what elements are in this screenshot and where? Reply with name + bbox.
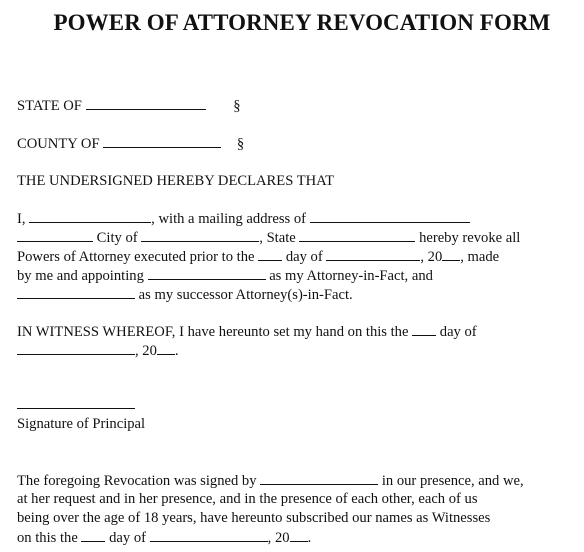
revocation-line-3: being over the age of 18 years, have hereunto subscribed our names as Witnesses — [17, 510, 491, 526]
county-blank[interactable] — [103, 134, 221, 148]
text: Powers of Attorney executed prior to the — [17, 249, 255, 265]
body-line-1 — [17, 209, 470, 229]
text: day of — [109, 530, 147, 546]
text: , 20 — [135, 343, 157, 359]
revocation-line-2: at her request and in her presence, and in the presence of each other, each of us — [17, 491, 478, 507]
witness-month-blank[interactable] — [17, 341, 135, 355]
text: , made — [460, 249, 500, 265]
text: as my successor Attorney(s)-in-Fact. — [138, 287, 353, 303]
state-blank[interactable] — [86, 96, 206, 110]
state-label: STATE OF — [17, 98, 82, 114]
signer-blank[interactable] — [260, 471, 378, 485]
witness-year-blank[interactable] — [157, 341, 175, 355]
revocation-day-blank[interactable] — [81, 528, 105, 542]
text: hereby revoke all — [419, 230, 521, 246]
attorney-blank[interactable] — [148, 266, 266, 280]
text: , with a mailing address of — [151, 211, 306, 227]
document-title: POWER OF ATTORNEY REVOCATION FORM — [53, 10, 551, 35]
city-blank[interactable] — [141, 228, 259, 242]
witness-day-blank[interactable] — [412, 322, 436, 336]
text: in our presence, and we, — [381, 473, 524, 489]
text: as my Attorney-in-Fact, and — [269, 268, 433, 284]
text: , 20 — [420, 249, 443, 265]
signature-line — [17, 395, 135, 415]
month-blank[interactable] — [326, 247, 420, 261]
section-symbol: § — [233, 98, 241, 114]
revocation-month-blank[interactable] — [150, 528, 268, 542]
witness-line-2 — [17, 341, 179, 361]
principal-signature-blank[interactable] — [17, 395, 135, 409]
text: . — [174, 343, 179, 359]
day-blank[interactable] — [258, 247, 282, 261]
text: by me and appointing — [17, 268, 144, 284]
declaration-heading: THE UNDERSIGNED HEREBY DECLARES THAT — [17, 173, 334, 189]
text: City of — [96, 230, 138, 246]
state-line — [17, 96, 241, 116]
address-blank[interactable] — [310, 209, 470, 223]
text: I, — [17, 211, 26, 227]
text: day of — [285, 249, 323, 265]
name-blank[interactable] — [29, 209, 151, 223]
text: on this the — [17, 530, 78, 546]
body-line-2 — [17, 228, 520, 248]
revocation-line-4 — [17, 528, 311, 548]
state-blank[interactable] — [299, 228, 415, 242]
revocation-year-blank[interactable] — [290, 528, 308, 542]
witness-line-1 — [17, 322, 477, 342]
text: . — [307, 530, 312, 546]
county-label: COUNTY OF — [17, 136, 100, 152]
revocation-line-1 — [17, 471, 524, 491]
address-blank-2[interactable] — [17, 228, 93, 242]
signature-label: Signature of Principal — [17, 416, 146, 432]
text: IN WITNESS WHEREOF, I have hereunto set my hand on this the — [17, 324, 409, 340]
text: The foregoing Revocation was signed by — [17, 473, 257, 489]
body-line-4 — [17, 266, 433, 286]
year-blank[interactable] — [442, 247, 460, 261]
body-line-5 — [17, 285, 353, 305]
county-line — [17, 134, 244, 154]
text: , 20 — [267, 530, 290, 546]
text: , State — [259, 230, 296, 246]
successor-blank[interactable] — [17, 285, 135, 299]
section-symbol: § — [236, 136, 245, 152]
text: day of — [439, 324, 477, 340]
body-line-3 — [17, 247, 499, 267]
